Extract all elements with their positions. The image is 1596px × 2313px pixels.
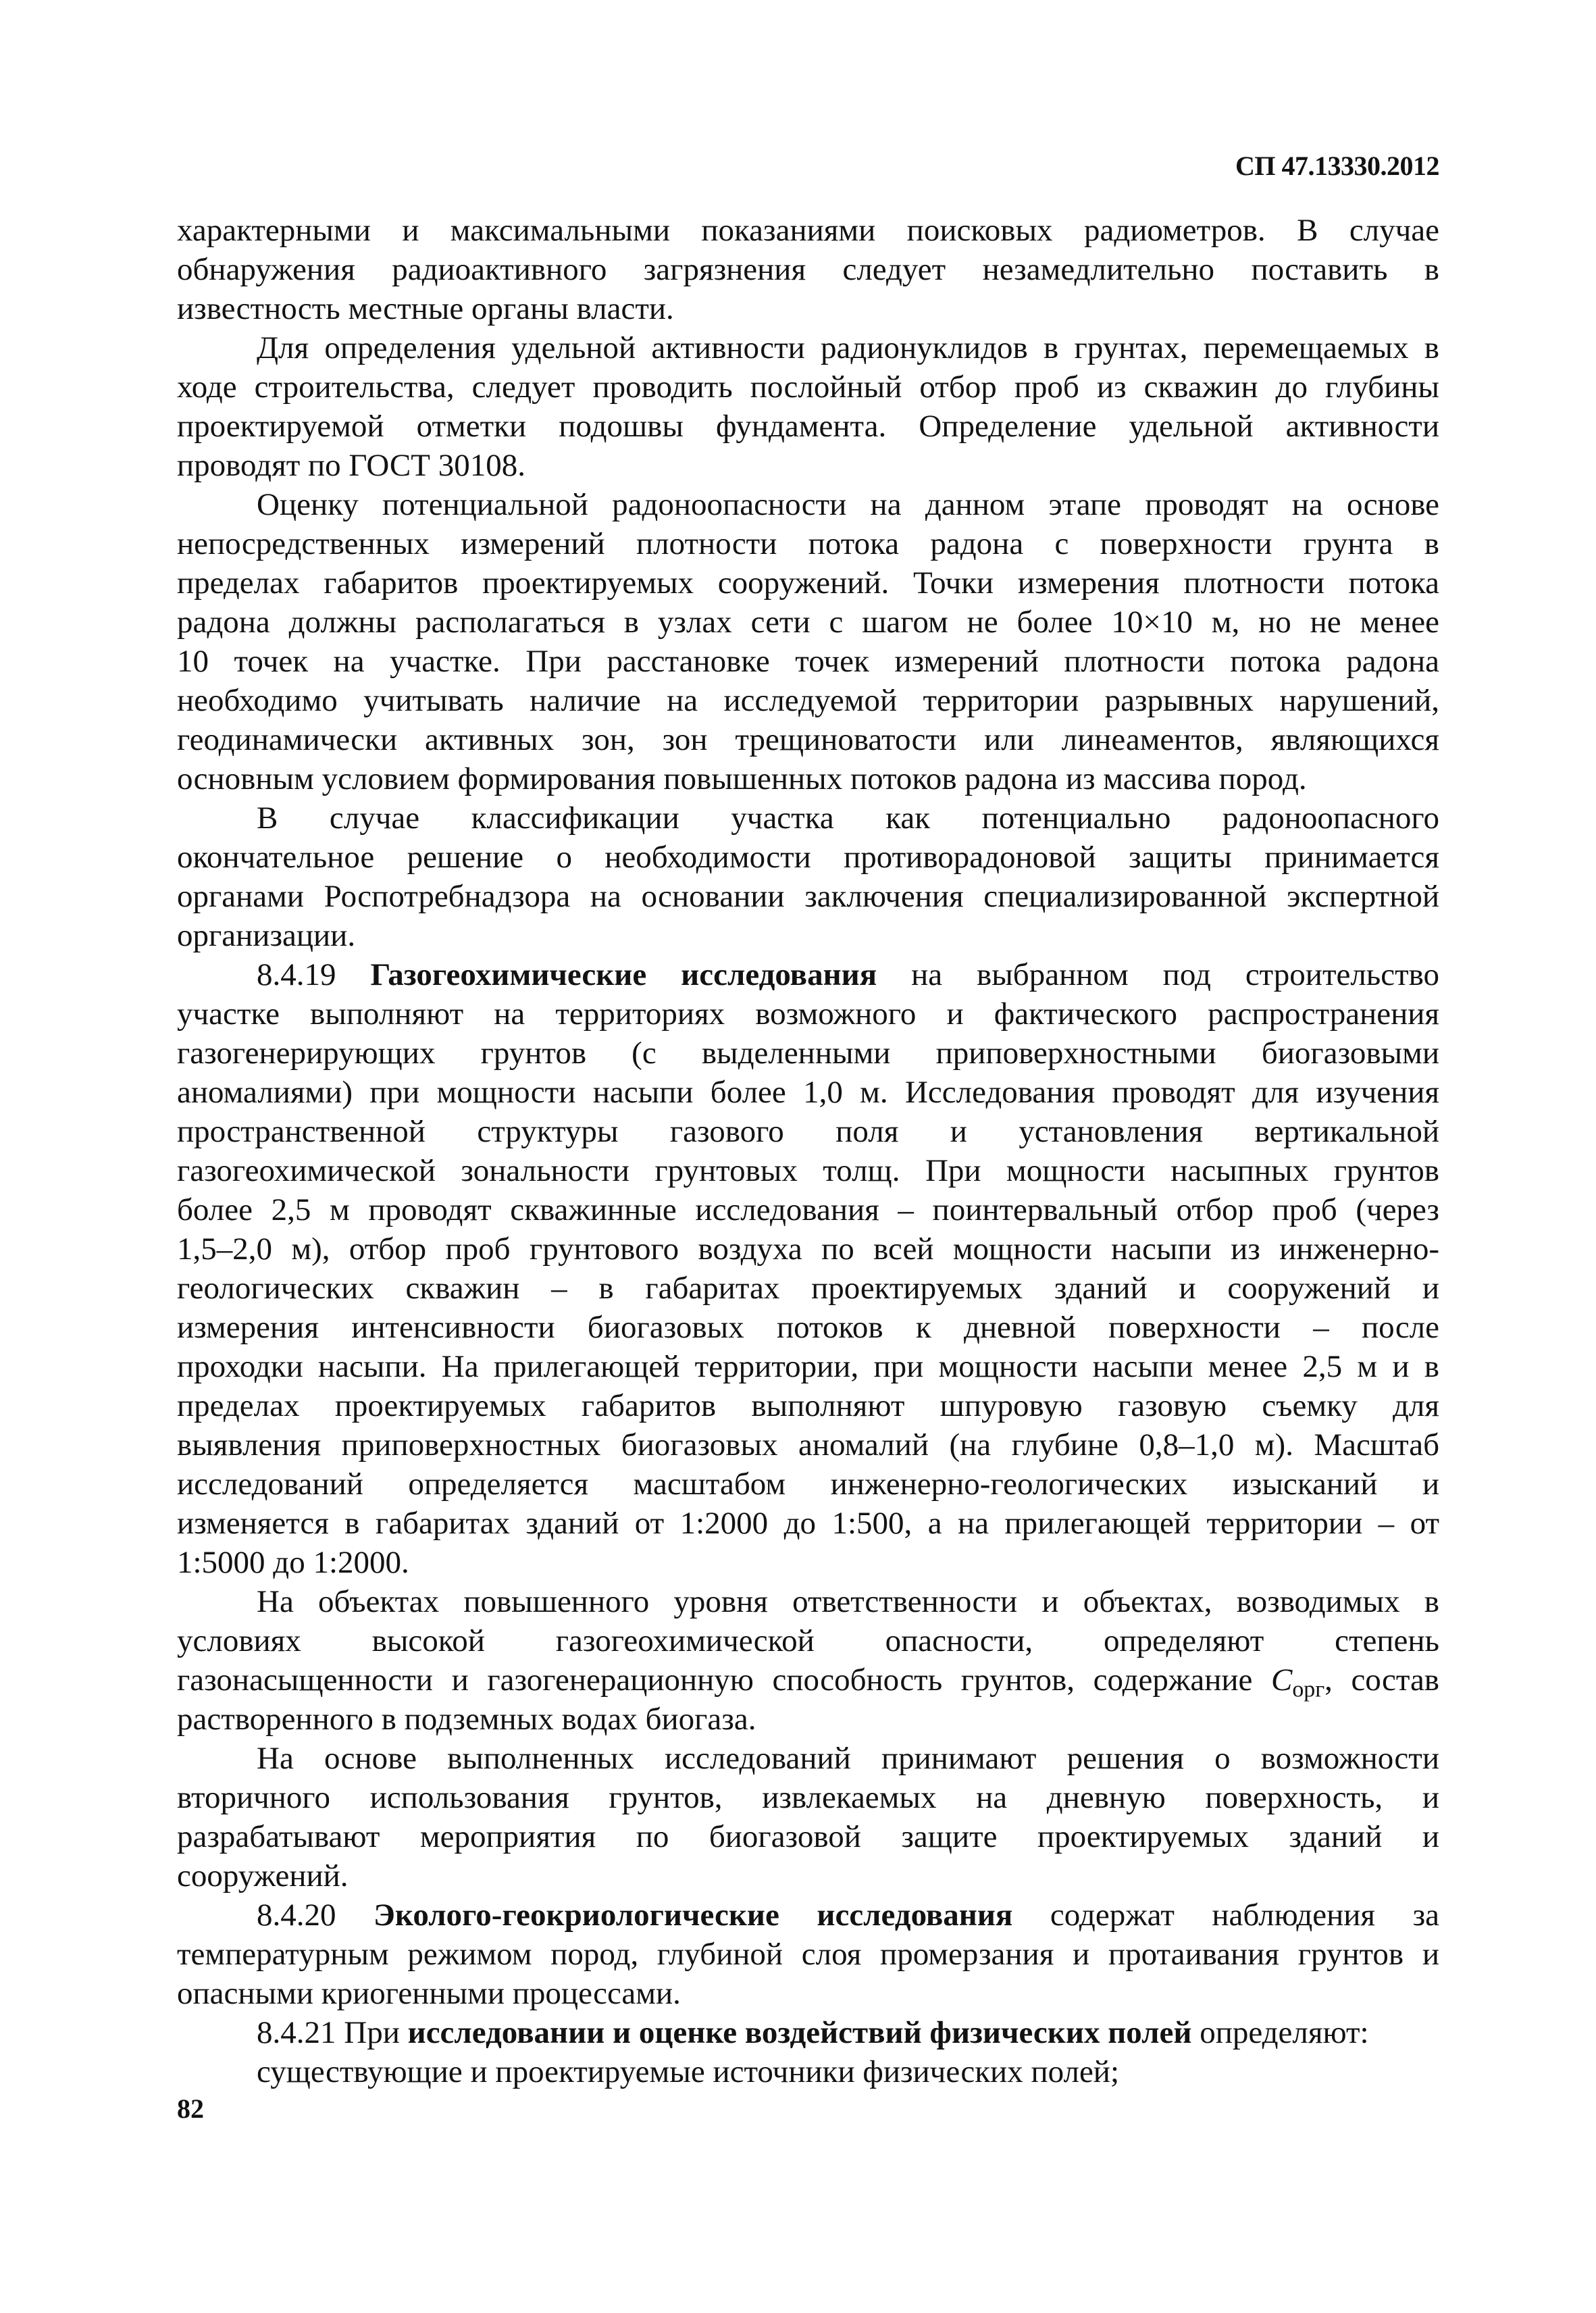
subscript: орг: [1292, 1677, 1325, 1702]
text-line: газогеохимической зональности грунтовых толщ. При мощности насыпных грунтов: [177, 1153, 1439, 1188]
text-line: окончательное решение о необходимости противорадоновой защиты принимается: [177, 840, 1439, 875]
text-line: разрабатывают мероприятия по биогазовой защите проектируемых зданий и: [177, 1819, 1439, 1854]
text-line: На объектах повышенного уровня ответственности и объектах, возводимых в: [257, 1584, 1439, 1619]
text-line: В случае классификации участка как потенциально радоноопасного: [257, 800, 1439, 836]
section-number: 8.4.21 При: [257, 2015, 408, 2050]
line-text: газонасыщенности и газогенерационную способность грунтов, содержание: [177, 1662, 1271, 1698]
paragraph: [177, 328, 1439, 485]
text-line: выявления приповерхностных биогазовых аномалий (на глубине 0,8–1,0 м). Масштаб: [177, 1427, 1439, 1463]
text-line: аномалиями) при мощности насыпи более 1,0 м. Исследования проводят для изучения: [177, 1075, 1439, 1110]
text-line: необходимо учитывать наличие на исследуемой территории разрывных нарушений,: [177, 683, 1439, 718]
text-line: Для определения удельной активности радионуклидов в грунтах, перемещаемых в: [257, 330, 1439, 365]
line-text: на выбранном под строительство: [877, 957, 1440, 992]
text-line: ходе строительства, следует проводить послойный отбор проб из скважин до глубины: [177, 370, 1439, 405]
text-line: растворенного в подземных водах биогаза.: [177, 1702, 756, 1737]
page-number: 82: [177, 2093, 204, 2124]
paragraph-8-4-19: [177, 955, 1439, 1582]
text-line: 1:5000 до 1:2000.: [177, 1545, 409, 1580]
text-line: опасными криогенными процессами.: [177, 1976, 681, 2011]
italic-symbol: C: [1271, 1662, 1293, 1698]
document-code-header: СП 47.13330.2012: [1235, 151, 1439, 181]
paragraph-8-4-21: [177, 2013, 1439, 2052]
paragraph: [177, 485, 1439, 798]
text-line: изменяется в габаритах зданий от 1:2000 до 1:500, а на прилегающей территории – от: [177, 1506, 1439, 1541]
paragraph: [177, 211, 1439, 328]
text-line: проектируемой отметки подошвы фундамента. Определение удельной активности: [177, 409, 1439, 444]
text-line: геологических скважин – в габаритах проектируемых зданий и сооружений и: [177, 1271, 1439, 1306]
text-line: сооружений.: [177, 1858, 349, 1893]
text-line: непосредственных измерений плотности потока радона с поверхности грунта в: [177, 526, 1439, 561]
line-text: , состав: [1324, 1662, 1439, 1698]
text-line: организации.: [177, 918, 356, 953]
bold-term: Газогеохимические исследования: [370, 957, 877, 992]
text-line: пределах проектируемых габаритов выполняют шпуровую газовую съемку для: [177, 1388, 1439, 1423]
bold-term: Эколого-геокриологические исследования: [374, 1898, 1013, 1933]
text-line: измерения интенсивности биогазовых потоков к дневной поверхности – после: [177, 1310, 1439, 1345]
text-line: известность местные органы власти.: [177, 291, 674, 326]
text-line: вторичного использования грунтов, извлекаемых на дневную поверхность, и: [177, 1780, 1439, 1815]
section-number: 8.4.20: [257, 1898, 374, 1933]
text-line: температурным режимом пород, глубиной слоя промерзания и протаивания грунтов и: [177, 1937, 1439, 1972]
text-line: существующие и проектируемые источники физических полей;: [257, 2054, 1120, 2089]
paragraph: [177, 2052, 1439, 2091]
paragraph: [177, 798, 1439, 955]
text-line: Оценку потенциальной радоноопасности на данном этапе проводят на основе: [257, 487, 1439, 522]
text-line: 10 точек на участке. При расстановке точек измерений плотности потока радона: [177, 644, 1439, 679]
text-line: [177, 1896, 1439, 1935]
text-line: пространственной структуры газового поля и установления вертикальной: [177, 1114, 1439, 1149]
text-line: геодинамически активных зон, зон трещиноватости или линеаментов, являющихся: [177, 722, 1439, 757]
text-line: радона должны располагаться в узлах сети с шагом не более 10×10 м, но не менее: [177, 605, 1439, 640]
paragraph-8-4-20: [177, 1896, 1439, 2013]
body-text: [177, 211, 1439, 2091]
text-line: На основе выполненных исследований принимают решения о возможности: [257, 1741, 1439, 1776]
text-line: характерными и максимальными показаниями поисковых радиометров. В случае: [177, 213, 1439, 248]
text-line: исследований определяется масштабом инженерно-геологических изысканий и: [177, 1467, 1439, 1502]
text-line: [177, 955, 1439, 994]
text-line: 1,5–2,0 м), отбор проб грунтового воздуха по всей мощности насыпи из инженерно-: [177, 1231, 1439, 1267]
paragraph: [177, 1739, 1439, 1896]
text-line: органами Роспотребнадзора на основании заключения специализированной экспертной: [177, 879, 1439, 914]
line-text: определяют:: [1191, 2015, 1369, 2050]
paragraph: [177, 1582, 1439, 1739]
section-number: 8.4.19: [257, 957, 371, 992]
text-line: основным условием формирования повышенных потоков радона из массива пород.: [177, 761, 1307, 796]
bold-term: исследовании и оценке воздействий физических полей: [407, 2015, 1192, 2050]
text-line: проходки насыпи. На прилегающей территории, при мощности насыпи менее 2,5 м и в: [177, 1349, 1439, 1384]
text-line: более 2,5 м проводят скважинные исследования – поинтервальный отбор проб (через: [177, 1192, 1439, 1227]
text-line: газогенерирующих грунтов (с выделенными приповерхностными биогазовыми: [177, 1036, 1439, 1071]
text-line: [177, 2013, 1439, 2052]
line-text: содержат наблюдения за: [1012, 1898, 1440, 1933]
text-line: обнаружения радиоактивного загрязнения следует незамедлительно поставить в: [177, 252, 1439, 287]
text-line: участке выполняют на территориях возможного и фактического распространения: [177, 996, 1439, 1032]
text-line: проводят по ГОСТ 30108.: [177, 448, 525, 483]
text-line: пределах габаритов проектируемых сооружений. Точки измерения плотности потока: [177, 565, 1439, 601]
text-line: условиях высокой газогеохимической опасности, определяют степень: [177, 1623, 1439, 1658]
text-line: [177, 1660, 1439, 1700]
